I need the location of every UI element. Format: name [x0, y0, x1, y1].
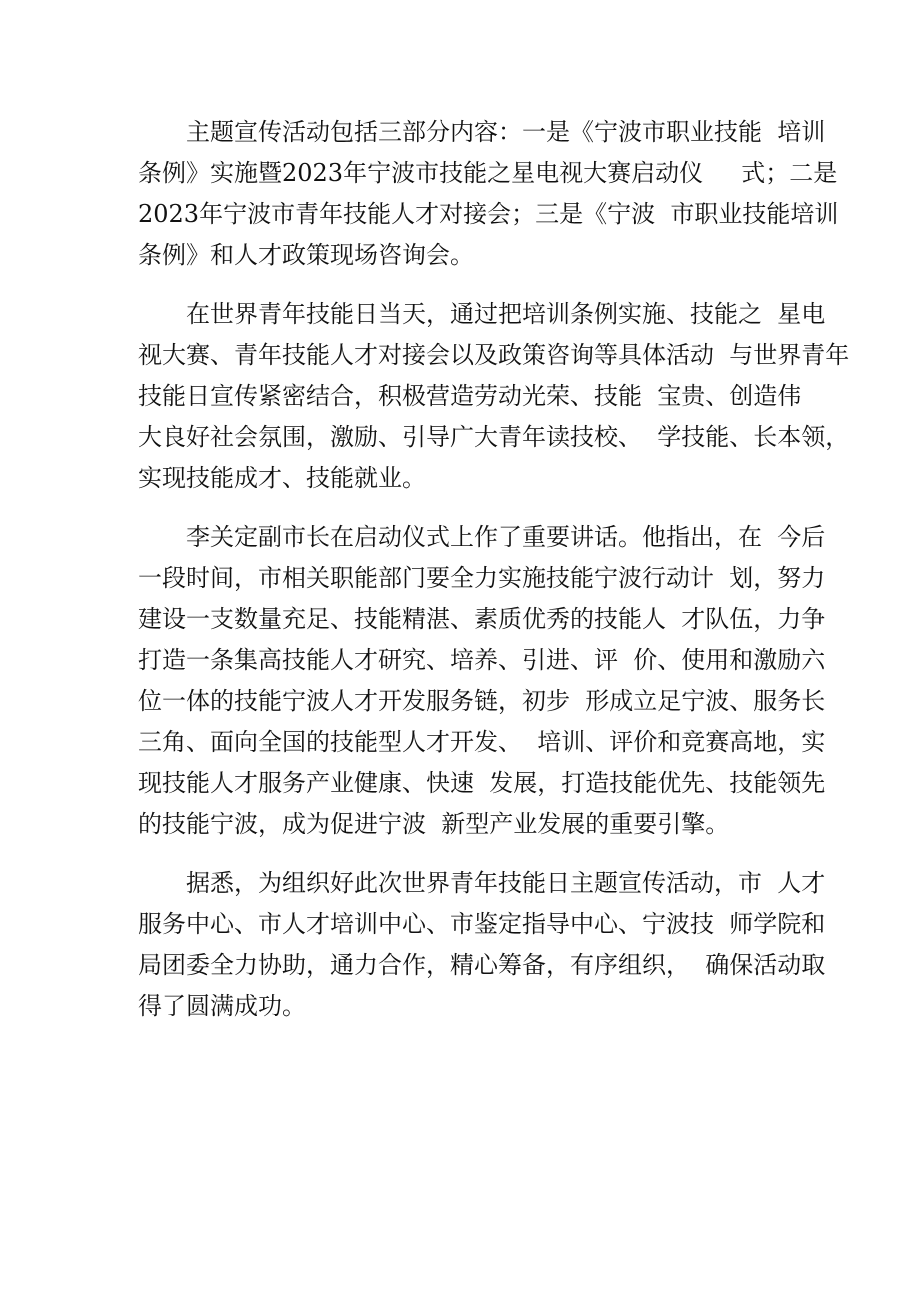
text-line: 服务中心、市人才培训中心、市鉴定指导中心、宁波技 师学院和 — [138, 910, 826, 938]
document-body — [138, 112, 850, 1027]
text-line: 一段时间，市相关职能部门要全力实施技能宁波行动计 划，努力 — [138, 564, 826, 592]
text-line: 在世界青年技能日当天，通过把培训条例实施、技能之 星电 — [186, 300, 826, 328]
text-line: 的技能宁波，成为促进宁波 新型产业发展的重要引擎。 — [138, 810, 730, 838]
paragraph-spacer — [138, 276, 794, 294]
text-line: 得了圆满成功。 — [138, 992, 306, 1020]
text-line: 条例》和人才政策现场咨询会。 — [138, 241, 474, 269]
text-line: 视大赛、青年技能人才对接会以及政策咨询等具体活动 与世界青年 — [138, 341, 850, 369]
text-line: 实现技能成才、技能就业。 — [138, 464, 426, 492]
paragraph-3 — [138, 517, 826, 845]
text-line: 三角、面向全国的技能型人才开发、 培训、评价和竞赛高地，实 — [138, 728, 826, 756]
text-line: 李关定副市长在启动仪式上作了重要讲话。他指出，在 今后 — [186, 523, 826, 551]
text-line: 2023年宁波市青年技能人才对接会；三是《宁波 市职业技能培训 — [138, 200, 839, 228]
text-line: 大良好社会氛围，激励、引导广大青年读技校、 学技能、长本领， — [138, 423, 850, 451]
text-line: 打造一条集高技能人才研究、培养、引进、评 价、使用和激励六 — [138, 646, 826, 674]
text-line: 局团委全力协助，通力合作，精心筹备，有序组织， 确保活动取 — [138, 951, 826, 979]
text-line: 技能日宣传紧密结合，积极营造劳动光荣、技能 宝贵、创造伟 — [138, 382, 802, 410]
paragraph-1 — [138, 112, 839, 276]
paragraph-spacer — [138, 845, 794, 863]
text-line: 条例》实施暨2023年宁波市技能之星电视大赛启动仪 式；二是 — [138, 159, 838, 187]
paragraph-4 — [138, 863, 826, 1027]
text-line: 位一体的技能宁波人才开发服务链，初步 形成立足宁波、服务长 — [138, 687, 826, 715]
text-line: 据悉，为组织好此次世界青年技能日主题宣传活动，市 人才 — [186, 869, 826, 897]
text-line: 主题宣传活动包括三部分内容：一是《宁波市职业技能 培训 — [186, 118, 826, 146]
paragraph-spacer — [138, 499, 794, 517]
text-line: 现技能人才服务产业健康、快速 发展，打造技能优先、技能领先 — [138, 769, 826, 797]
paragraph-2 — [138, 294, 850, 499]
text-line: 建设一支数量充足、技能精湛、素质优秀的技能人 才队伍，力争 — [138, 605, 826, 633]
